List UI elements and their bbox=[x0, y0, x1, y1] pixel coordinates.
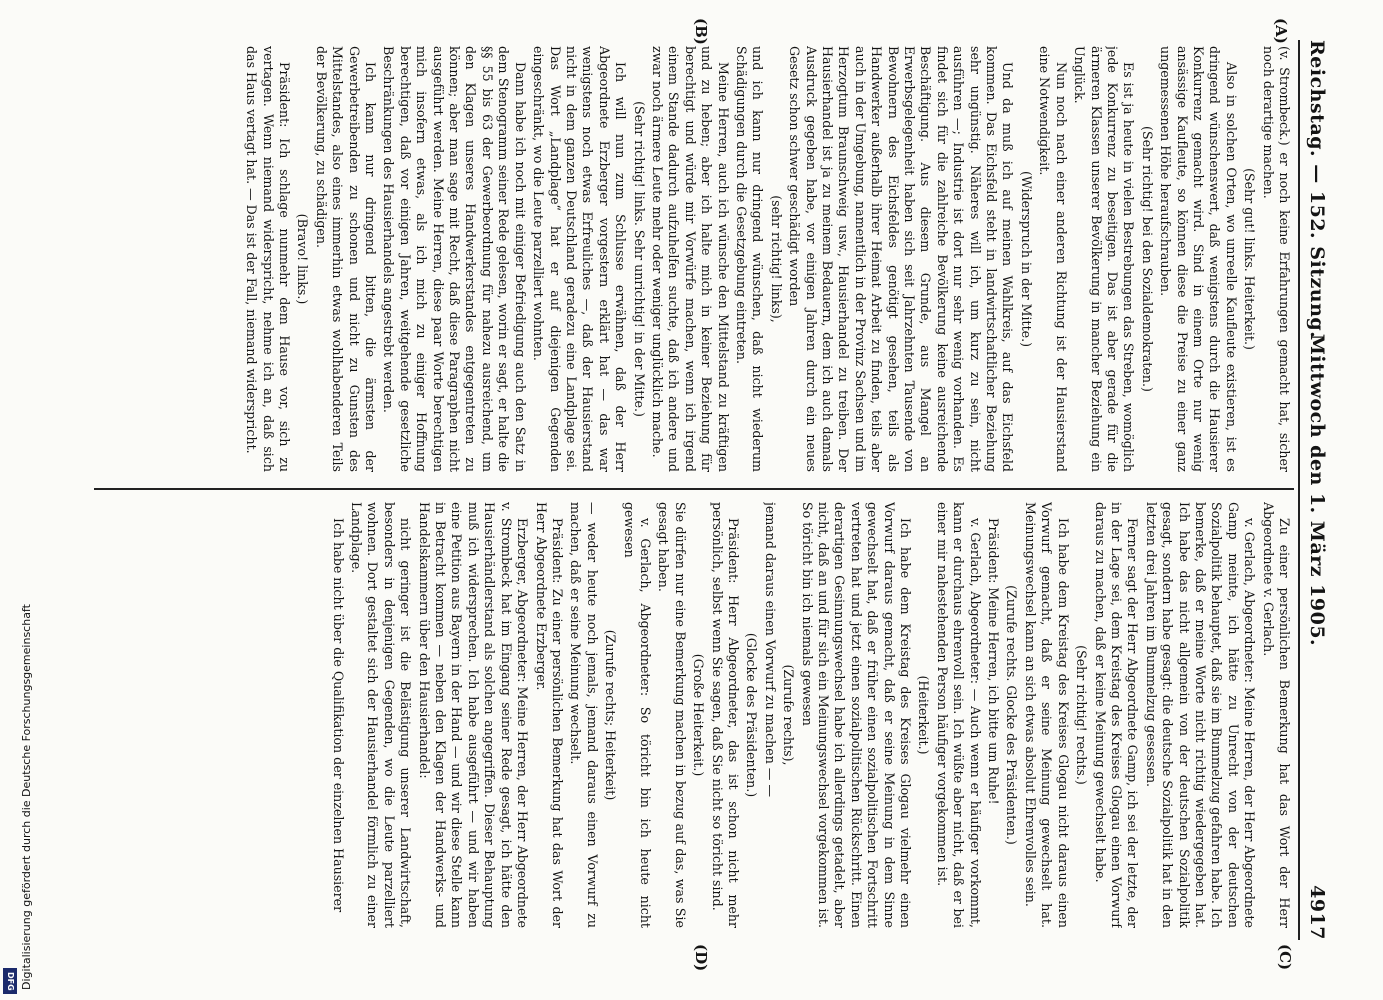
interjection: (Sehr richtig! links. Sehr unrichtig! in der Mitte.) bbox=[631, 101, 647, 417]
dfg-logo: DFG bbox=[3, 968, 17, 994]
interjection: (sehr richtig! links), bbox=[768, 195, 784, 323]
quotation: nicht geringer ist die Belästigung unserer Landwirtschaft, besonders in denjenigen Gegenden, wo die Leute parzelliert wohnen. Dort gestaltet sich der Hausierhandel förmlich zu einer Landplage. bbox=[349, 502, 414, 928]
paragraph: Ich habe dem Kreistag des Kreises Glogau nicht daraus einen Vorwurf gemacht, daß er seine Meinung gewechselt hat. Meinungswechsel kann an sich etwas absolut Ehrenvolles sein. bbox=[1022, 502, 1071, 928]
interjection: (Bravo! links.) bbox=[295, 213, 311, 305]
paragraph: Präsident: Herr Abgeordneter, das ist schon nicht mehr persönlich, selbst wenn Sie sagen, daß Sie nicht so töricht sind. bbox=[709, 502, 741, 928]
interjection: (Zurufe rechts; Heiterkeit) bbox=[603, 629, 619, 801]
paragraph: Ich kann nur dringend bitten, die ärmsten der Gewerbetreibenden zu schonen und nicht zu Gunsten des Mittelstandes, also eines immerhin etwas wohlhabenderen Teils der Bevölkerung, zu schädigen. bbox=[313, 46, 379, 472]
paragraph: Nun noch nach einer anderen Richtung ist der Hausierstand eine Notwendigkeit. bbox=[1037, 46, 1069, 472]
paragraph: und ich kann nur dringend wünschen, daß nicht wiederum Schädigungen durch die Gesetzgebung eintreten. bbox=[734, 46, 766, 472]
paragraph: Also in solchen Orten, wo unreelle Kaufleute existieren, ist es dringend wünschenswert, daß wenigstens durch die Hausierer Konkurrenz gemacht wird. Sind in einem Orte nur wenig ansässige Kaufleute, so können diese die Preise zu einer ganz ungemessenen Höhe heraufschrauben. bbox=[1158, 46, 1239, 472]
paragraph: Präsident: Zu einer persönlichen Bemerkung hat das Wort der Herr Abgeordnete Erzberger. bbox=[533, 502, 565, 928]
interjection: (Glocke des Präsidenten.) bbox=[744, 632, 760, 798]
paragraph: v. Gerlach, Abgeordneter: So töricht bin ich heute nicht gewesen bbox=[621, 502, 653, 928]
paragraph: Sie dürfen nur eine Bemerkung machen in bezug auf das, was Sie gesagt haben. bbox=[656, 502, 688, 928]
header-rule bbox=[1298, 40, 1300, 940]
paragraph: Präsident: Meine Herren, ich bitte um Ruhe! bbox=[986, 518, 1002, 805]
paragraph: Ich will nun zum Schlusse erwähnen, daß der Herr Abgeordnete Erzberger vorgestern erklärt hat — das war wenigstens noch etwas Erfreuliches —, daß der Hausierstand nicht in dem ganzen Deutschland geradezu eine Landplage sei. Das Wort „Landplage“ hat er auf diejenigen Gegenden eingeschränkt, wo die Leute parzelliert wohnten. bbox=[531, 46, 629, 472]
paragraph: Dann habe ich noch mit einiger Befriedigung auch den Satz in dem Stenogramm seiner Rede gelesen, worin er sagt, er halte die §§ 55 bis 63 der Gewerbeordnung für nahezu ausreichend, um den Klagen unseres Handwerkerstandes entgegentreten zu können; aber man sage mit Recht, daß diese Paragraphen nicht ausgeführt werden. Meine Herren, diese paar Worte berechtigen mich insofern etwas, als ich mich zu einiger Hoffnung berechtigen, daß vor einigen Jahren, weitgehende gesetzliche Beschränkungen des Hausierhandels angestrebt werden. bbox=[381, 46, 528, 472]
header-left: Reichstag. — 152. Sitzung. bbox=[1306, 40, 1328, 339]
paragraph: Es ist ja heute in vielen Bestrebungen das Streben, womöglich jede Konkurrenz zu beseitigen. Das ist aber gerade für die ärmeren Klassen unserer Bevölkerung in mancher Beziehung ein Unglück. bbox=[1072, 46, 1137, 472]
margin-mark-d: (D) bbox=[692, 944, 710, 972]
paragraph: v. Gerlach, Abgeordneter: Meine Herren, der Herr Abgeordnete Gamp meinte, ich hätte zu Unrecht von der deutschen Sozialpolitik behauptet, daß sie im Bummelzug gefahren habe. Ich bemerke, daß er meine Worte nicht richtig wiedergegeben hat. Ich habe das nicht allgemein von der deutschen Sozialpolitik gesagt, sondern habe gesagt: die deutsche Sozialpolitik hat in den letzten drei Jahren im Bummelzug gesessen. bbox=[1143, 502, 1258, 928]
column-rule bbox=[94, 488, 1294, 490]
running-header bbox=[1300, 40, 1330, 940]
paragraph: — weder heute noch jemals, jemand daraus einen Vorwurf zu machen, daß er seine Meinung wechselt. bbox=[568, 502, 600, 928]
margin-mark-b: (B) bbox=[692, 18, 710, 45]
rotated-page-content bbox=[80, 18, 1330, 972]
interjection: (Zurufe rechts. Glocke des Präsidenten.) bbox=[1004, 585, 1020, 845]
page-number: 4917 bbox=[1306, 885, 1328, 940]
paragraph: Ich habe dem Kreistag des Kreises Glogau vielmehr einen Vorwurf daraus gemacht, daß er seine Meinung in dem Sinne gewechselt hat, daß er früher einen sozialpolitischen Fortschritt vertreten hat und jetzt einen sozialpolitischen Rückschritt. Einen derartigen Gesinnungswechsel habe ich allerdings getadelt, aber nicht, daß an und für sich ein Meinungswechsel vorgekommen ist. So töricht bin ich niemals gewesen bbox=[799, 502, 914, 928]
interjection: (Sehr richtig! bei den Sozialdemokraten.) bbox=[1139, 126, 1155, 392]
interjection: (Sehr gut! links. Heiterkeit.) bbox=[1242, 168, 1258, 350]
paragraph: Und da muß ich auf meinen Wahlkreis, auf das Eichsfeld kommen. Das Eichsfeld steht in landwirtschaftlicher Beziehung sehr ungünstig. Näheres will ich, um kurz zu sein, nicht ausführen —; Industrie ist dort nur sehr wenig vorhanden. Es findet sich für die zahlreiche Bevölkerung keine ausreichende Beschäftigung. Aus diesem Grunde, aus Mangel an Erwerbsgelegenheit haben sich seit Jahrzehnten Tausende von Bewohnern des Eichsfeldes genötigt gesehen, teils als Handwerker außerhalb ihrer Heimat Arbeit zu finden, teils aber auch in der Umgebung, namentlich in der Provinz Sachsen und im Herzogtum Braunschweig usw., Hausierhandel zu treiben. Der Hausierhandel ist ja zu meinem Bedauern, dem ich auch damals Ausdruck gegeben habe, vor einigen Jahren durch ein neues Gesetz schon schwer geschädigt worden bbox=[787, 46, 1016, 472]
margin-mark-c: (C) bbox=[1276, 944, 1294, 971]
interjection: (Widerspruch in der Mitte.) bbox=[1018, 170, 1034, 348]
margin-mark-a: (A) bbox=[1272, 18, 1290, 44]
left-column bbox=[92, 46, 1292, 472]
digitization-footer bbox=[0, 0, 33, 1000]
interjection: (Zurufe rechts), bbox=[781, 664, 797, 766]
paragraph: Ferner sagt der Herr Abgeordnete Gamp, ich sei der letzte, der in der Lage sei, dem Kreistag des Kreises Glogau einen Vorwurf daraus zu machen, daß er keine Meinung gewechselt habe. bbox=[1092, 502, 1141, 928]
paragraph: Erzberger, Abgeordneter: Meine Herren, der Herr Abgeordnete v. Strombeck hat im Eingang seiner Rede gesagt, ich hätte den Hausierhändlerstand als solchen angegriffen. Dieser Behauptung muß ich widersprechen. Ich habe ausgeführt — und wir haben eine Petition aus Bayern in der Hand — und wir diese Stelle kann in Betracht kommen — neben den Klagen der Handwerks- und Handelskammern über den Hausierhandel: bbox=[416, 502, 531, 928]
footer-credit: Digitalisierung gefördert durch die Deutsche Forschungsgemeinschaft bbox=[20, 604, 33, 990]
right-column bbox=[92, 502, 1292, 928]
interjection: (Große Heiterkeit.) bbox=[691, 653, 707, 777]
paragraph: Zu einer persönlichen Bemerkung hat das Wort der Herr Abgeordnete v. Gerlach. bbox=[1260, 502, 1292, 928]
interjection: (Sehr richtig! rechts.) bbox=[1074, 645, 1090, 785]
paragraph: v. Gerlach, Abgeordneter: — Auch wenn er häufiger vorkommt, kann er durchaus ehrenvoll sein. Ich wüßte aber nicht, daß er bei einer mir nahestehenden Person häufiger vorgekommen ist. bbox=[934, 502, 983, 928]
header-right: Mittwoch den 1. März 1905. bbox=[1306, 333, 1328, 647]
paragraph: (v. Strombeck.) er noch keine Erfahrungen gemacht hat, sicher noch derartige machen. bbox=[1260, 46, 1292, 472]
interjection: (Heiterkeit.) bbox=[916, 675, 932, 755]
paragraph: Präsident: Ich schlage nunmehr dem Hause vor, sich zu vertagen. Wenn niemand widerspricht, nehme ich an, daß sich das Haus vertagt hat. — Das ist der Fall, niemand widerspricht. bbox=[244, 46, 293, 472]
paragraph: Meine Herren, auch ich wünsche den Mittelstand zu kräftigen und zu heben; aber ich halte mich in keiner Beziehung für berechtigt und würde mir Vorwürfe machen, wenn ich irgend einem Stande dadurch aufzuhelfen suchte, daß ich andere und zwar noch ärmere Leute mehr oder weniger unglücklich mache. bbox=[649, 46, 731, 472]
paragraph: Ich habe nicht über die Qualifikation der einzelnen Hausierer bbox=[330, 518, 346, 913]
paragraph: jemand daraus einen Vorwurf zu machen — — bbox=[762, 502, 778, 798]
